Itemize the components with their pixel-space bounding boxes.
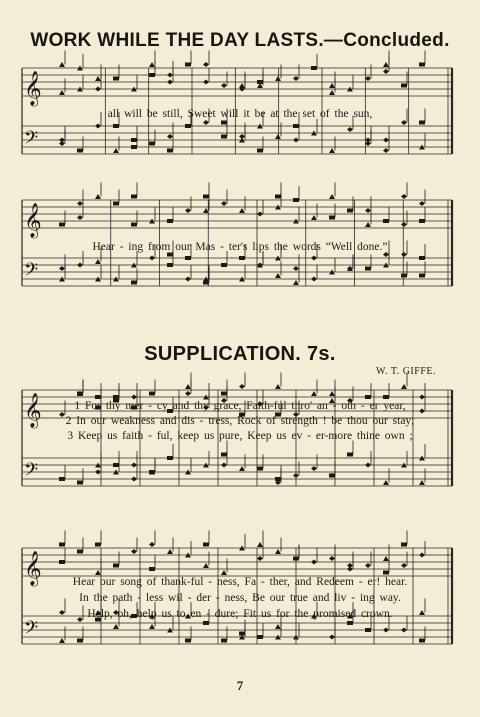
lyric-verse-2: 2 In our weakness and dis - tress, Rock of strength ! be thou our stay; [65, 415, 415, 427]
lyric-verse-2-refrain: In the path - less wil - der - ness, Be our true and liv - ing way. [79, 592, 401, 604]
song-title-work-while-the-day-lasts: WORK WHILE THE DAY LASTS.—Concluded. [30, 30, 450, 51]
lyric-line: all will be still, Sweet will it be at the set of the sun, [107, 108, 373, 120]
song-title-supplication: SUPPLICATION. 7s. [144, 343, 336, 365]
treble-clef-icon: 𝄞 [24, 71, 42, 106]
treble-staff [22, 68, 452, 107]
bass-staff [22, 258, 452, 286]
treble-notes [59, 51, 425, 96]
lyric-verse-1-refrain: Hear our song of thank-ful - ness, Fa - ther, and Redeem - er! hear. [72, 576, 408, 588]
bass-clef-icon: 𝄢 [24, 618, 39, 643]
bass-notes [59, 599, 425, 644]
treble-clef-icon: 𝄞 [24, 203, 42, 238]
composer-credit: W. T. GIFFE. [376, 366, 436, 377]
page-number: 7 [236, 678, 244, 693]
bass-clef-icon: 𝄢 [24, 128, 39, 153]
treble-notes [59, 531, 425, 576]
treble-clef-icon: 𝄞 [24, 393, 42, 428]
lyric-verse-1: 1 For thy mer - cy and thy grace, Faith-ful thro' an - oth - er year, [74, 400, 406, 412]
bass-clef-icon: 𝄢 [24, 460, 39, 485]
lyric-verse-3-refrain: Help, oh, help us to en - dure; Fit us for the promised crown. [87, 608, 393, 620]
treble-clef-icon: 𝄞 [24, 551, 42, 586]
lyric-verse-3: 3 Keep us faith - ful, keep us pure, Keep us ev - er-more thine own ; [67, 430, 413, 442]
treble-notes [59, 183, 425, 228]
lyric-line: Hear - ing from our Mas - ter's lips the words “Well done.” [92, 241, 388, 253]
bass-clef-icon: 𝄢 [24, 260, 39, 285]
bass-staff [22, 458, 452, 486]
bass-notes [59, 441, 425, 486]
